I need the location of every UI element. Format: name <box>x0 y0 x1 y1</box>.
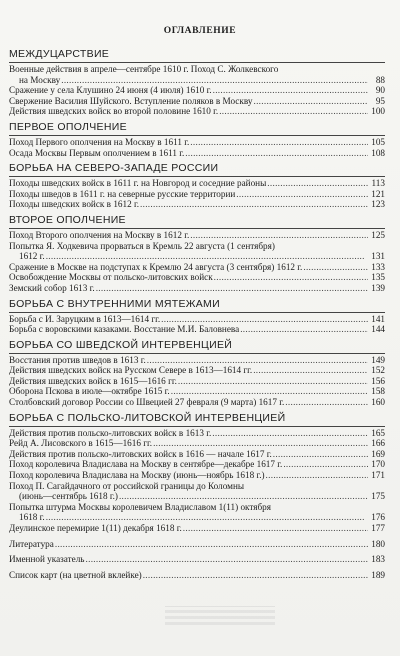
entry-text: Попытка штурма Москвы королевичем Владиславом 1(11) октября <box>9 501 272 512</box>
dot-leader <box>55 539 368 550</box>
toc-entry <box>9 324 385 335</box>
dot-leader <box>240 324 368 335</box>
toc-line <box>9 314 385 325</box>
toc-entry <box>9 85 385 96</box>
toc-entry <box>9 459 385 470</box>
dot-leader <box>266 470 368 481</box>
toc-line <box>9 365 385 376</box>
page-number: 125 <box>371 229 385 240</box>
dot-leader <box>236 189 368 200</box>
entry-text: Деулинское перемирие 1(11) декабря 1618 г. <box>9 523 182 533</box>
table-of-contents <box>9 48 385 580</box>
toc-entry <box>9 148 385 159</box>
toc-section <box>9 298 385 335</box>
toc-line <box>9 64 385 75</box>
toc-line <box>9 470 385 481</box>
toc-entry <box>9 230 385 241</box>
toc-section <box>9 412 385 534</box>
toc-entry <box>9 365 385 376</box>
page-number: 133 <box>371 261 385 272</box>
entry-text: Действия шведских войск во второй половине 1610 г. <box>9 106 219 117</box>
toc-entry <box>9 386 385 397</box>
toc-section <box>9 121 385 158</box>
toc-line <box>9 376 385 387</box>
toc-line <box>9 554 385 565</box>
entry-text: Поход Первого ополчения на Москву в 1611 г. <box>9 136 190 147</box>
toc-line <box>9 502 385 513</box>
toc-section <box>9 339 385 408</box>
toc-entry <box>9 438 385 449</box>
page-number: 139 <box>371 282 385 293</box>
toc-entry <box>9 241 385 262</box>
dot-leader <box>185 148 368 159</box>
toc-section <box>9 48 385 117</box>
dot-leader <box>147 355 368 366</box>
entry-text: 1612 г. <box>19 251 45 262</box>
dot-leader <box>219 106 368 117</box>
dot-leader <box>283 459 368 470</box>
page-number: 100 <box>371 106 385 117</box>
toc-entry <box>9 481 385 502</box>
page-number: 160 <box>371 397 385 408</box>
page-number: 177 <box>371 523 385 533</box>
dot-leader <box>285 397 368 408</box>
section-heading: ВТОРОЕ ОПОЛЧЕНИЕ <box>9 214 385 229</box>
toc-line <box>9 148 385 159</box>
entry-text: Земский собор 1613 г. <box>9 282 95 293</box>
toc-section <box>9 214 385 294</box>
dot-leader <box>214 272 368 283</box>
entry-text: 1618 г. <box>19 512 45 523</box>
toc-line <box>9 512 385 523</box>
toc-entry <box>9 502 385 523</box>
page-number: 165 <box>371 427 385 438</box>
entry-text: Попытка Я. Ходкевича прорваться в Кремль 22 августа (1 сентября) <box>9 240 275 251</box>
dot-leader <box>46 251 368 262</box>
toc-entry <box>9 189 385 200</box>
page-number: 166 <box>371 438 385 449</box>
toc-line <box>9 137 385 148</box>
dot-leader <box>178 376 368 387</box>
entry-text: Действия против польско-литовских войск в 1613 г. <box>9 427 212 438</box>
entry-text: Сражение в Москве на подступах к Кремлю 24 августа (3 сентября) 1612 г. <box>9 261 303 272</box>
toc-entry <box>9 106 385 117</box>
entry-text: Действия шведских войск на Русском Севере в 1613—1614 гг. <box>9 365 253 376</box>
toc-entry <box>9 64 385 85</box>
entry-text: Борьба с воровскими казаками. Восстание М.И. Баловнева <box>9 324 240 335</box>
toc-line <box>9 106 385 117</box>
dot-leader <box>46 512 368 523</box>
toc-entry <box>9 199 385 210</box>
entry-text: Походы шведов в 1611 г. на северные русские территории <box>9 188 236 199</box>
dot-leader <box>273 449 368 460</box>
toc-entry <box>9 262 385 273</box>
toc-line <box>9 230 385 241</box>
entry-text: Осада Москвы Первым ополчением в 1611 г. <box>9 147 185 158</box>
dot-leader <box>171 386 368 397</box>
page-number: 156 <box>371 375 385 386</box>
toc-line <box>9 283 385 294</box>
dot-leader <box>190 137 368 148</box>
dot-leader <box>253 96 368 107</box>
toc-line <box>9 241 385 252</box>
toc-line <box>9 75 385 86</box>
entry-text: Действия шведских войск в 1615—1616 гг. <box>9 375 177 386</box>
dot-leader <box>212 428 368 439</box>
dot-leader <box>190 230 368 241</box>
page-number: 90 <box>375 85 385 96</box>
dot-leader <box>183 523 368 534</box>
toc-entry <box>9 96 385 107</box>
page-number: 149 <box>371 354 385 365</box>
toc-line <box>9 178 385 189</box>
page-title: ОГЛАВЛЕНИЕ <box>163 26 237 36</box>
page-number: 189 <box>371 569 385 580</box>
entry-text: Поход королевича Владислава на Москву в сентябре—декабре 1617 г. <box>9 459 283 470</box>
page-number: 105 <box>371 136 385 147</box>
entry-text: (июнь—сентябрь 1618 г.) <box>19 491 118 502</box>
toc-line <box>9 491 385 502</box>
section-heading: ПЕРВОЕ ОПОЛЧЕНИЕ <box>9 121 385 136</box>
entry-text: Литература <box>9 538 54 549</box>
entry-text: Свержение Василия Шуйского. Вступление поляков в Москву <box>9 95 253 106</box>
page-number: 176 <box>371 512 385 523</box>
toc-entry <box>9 355 385 366</box>
entry-text: Рейд А. Лисовского в 1615—1616 гг. <box>9 438 153 449</box>
page-number: 169 <box>371 448 385 459</box>
toc-line <box>9 96 385 107</box>
entry-text: Походы шведских войск в 1611 г. на Новгород и соседние районы <box>9 178 267 189</box>
page-number: 158 <box>371 386 385 397</box>
toc-line <box>9 481 385 492</box>
toc-line <box>9 262 385 273</box>
page-number: 123 <box>371 199 385 210</box>
dot-leader <box>153 438 368 449</box>
toc-entry <box>9 470 385 481</box>
page-number: 113 <box>371 178 385 189</box>
entry-text: Действия против польско-литовских войск в 1616 — начале 1617 г. <box>9 448 272 459</box>
page-number: 170 <box>371 459 385 470</box>
section-heading: БОРЬБА СО ШВЕДСКОЙ ИНТЕРВЕНЦИЕЙ <box>9 339 385 354</box>
toc-line <box>9 449 385 460</box>
toc-line <box>9 428 385 439</box>
section-heading: БОРЬБА С ВНУТРЕННИМИ МЯТЕЖАМИ <box>9 298 385 313</box>
toc-line <box>9 386 385 397</box>
entry-text: Военные действия в апреле—сентябре 1610 г. Поход С. Жолкевского <box>9 64 279 74</box>
toc-section <box>9 162 385 210</box>
toc-line <box>9 251 385 262</box>
section-heading: МЕЖДУЦАРСТВИЕ <box>9 48 385 63</box>
library-stamp <box>165 606 275 633</box>
toc-entry <box>9 376 385 387</box>
entry-text: Поход Второго ополчения на Москву в 1612 г. <box>9 229 190 240</box>
section-heading: БОРЬБА НА СЕВЕРО-ЗАПАДЕ РОССИИ <box>9 162 385 177</box>
page-number: 144 <box>371 324 385 335</box>
entry-text: Список карт (на цветной вклейке) <box>9 569 142 580</box>
toc-line <box>9 189 385 200</box>
toc-entry <box>9 449 385 460</box>
toc-line <box>9 438 385 449</box>
toc-line <box>9 570 385 581</box>
back-matter <box>9 539 385 581</box>
toc-line <box>9 355 385 366</box>
dot-leader <box>253 365 368 376</box>
dot-leader <box>86 554 368 565</box>
page-number: 121 <box>371 188 385 199</box>
entry-text: Борьба с И. Заруцким в 1613—1614 гг. <box>9 313 161 324</box>
page-number: 152 <box>371 365 385 376</box>
page-number: 175 <box>371 491 385 502</box>
entry-text: Оборона Пскова в июле—октябре 1615 г. <box>9 386 170 397</box>
entry-text: Столбовский договор России со Швецией 27 февраля (9 марта) 1617 г. <box>9 397 285 408</box>
entry-text: Сражение у села Клушино 24 июня (4 июля) 1610 г. <box>9 85 212 96</box>
page-number: 135 <box>371 272 385 283</box>
entry-text: на Москву <box>19 74 61 85</box>
entry-text: Поход королевича Владислава на Москву (июнь—ноябрь 1618 г.) <box>9 470 265 481</box>
dot-leader <box>303 262 368 273</box>
page-number: 88 <box>375 74 385 85</box>
dot-leader <box>61 75 368 86</box>
toc-line <box>9 199 385 210</box>
toc-line <box>9 324 385 335</box>
toc-entry <box>9 314 385 325</box>
entry-text: Восстания против шведов в 1613 г. <box>9 354 146 365</box>
entry-text: Поход П. Сагайдачного от российской границы до Коломны <box>9 480 245 491</box>
toc-line <box>9 539 385 550</box>
toc-entry <box>9 137 385 148</box>
dot-leader <box>96 283 368 294</box>
page-number: 171 <box>371 470 385 481</box>
toc-entry <box>9 523 385 534</box>
toc-entry <box>9 178 385 189</box>
toc-line <box>9 523 385 534</box>
entry-text: Именной указатель <box>9 554 85 565</box>
toc-entry <box>9 283 385 294</box>
toc-entry <box>9 397 385 408</box>
dot-leader <box>267 178 368 189</box>
dot-leader <box>140 199 368 210</box>
page-number: 180 <box>371 538 385 549</box>
dot-leader <box>119 491 368 502</box>
page-number: 183 <box>371 554 385 565</box>
toc-line <box>9 397 385 408</box>
page-number: 108 <box>371 147 385 158</box>
section-heading: БОРЬБА С ПОЛЬСКО-ЛИТОВСКОЙ ИНТЕРВЕНЦИЕЙ <box>9 412 385 427</box>
dot-leader <box>213 85 368 96</box>
toc-line <box>9 459 385 470</box>
toc-line <box>9 85 385 96</box>
entry-text: Освобождение Москвы от польско-литовских войск <box>9 272 213 283</box>
entry-text: Походы шведских войск в 1612 г. <box>9 199 140 210</box>
page-number: 131 <box>371 251 385 262</box>
toc-line <box>9 272 385 283</box>
toc-entry <box>9 272 385 283</box>
dot-leader <box>143 570 368 581</box>
toc-entry <box>9 428 385 439</box>
dot-leader <box>161 314 368 325</box>
page-number: 141 <box>371 313 385 324</box>
page-number: 95 <box>375 95 385 106</box>
